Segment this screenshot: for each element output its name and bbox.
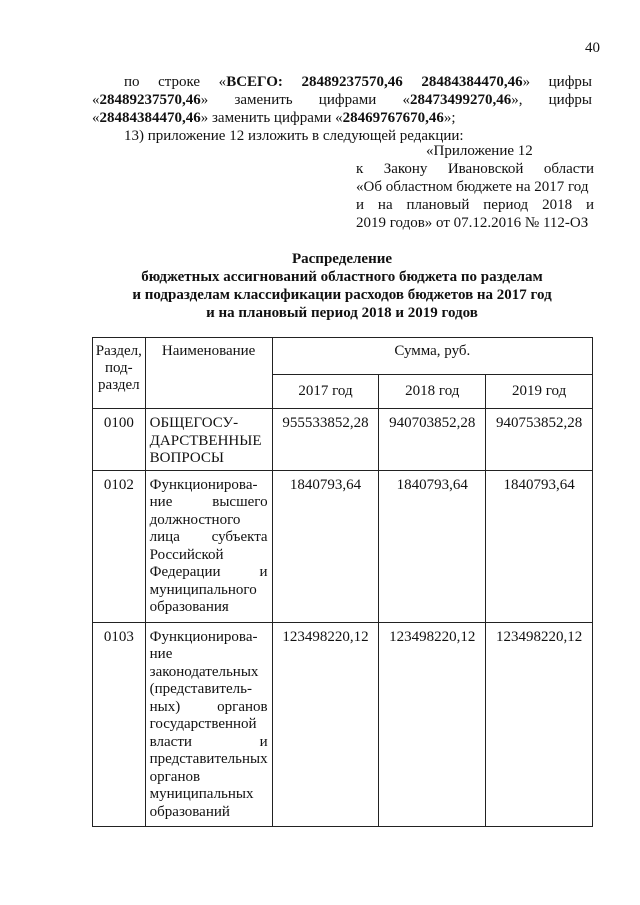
- row-code: 0102: [93, 470, 146, 622]
- row-name: ОБЩЕГОСУ- ДАРСТВЕННЫЕ ВОПРОСЫ: [145, 409, 272, 471]
- page-number: 40: [585, 40, 600, 56]
- total-value-2019: 28484384470,46: [421, 74, 523, 90]
- document-title: [92, 250, 592, 322]
- header-year-2018: 2018 год: [379, 374, 486, 408]
- row-code: 0103: [93, 622, 146, 826]
- row-value-2018: 123498220,12: [379, 622, 486, 826]
- row-name: Функционирова- ние законодательных (представитель- ных) органов государственной власти и представительных органов муниципальных образований: [145, 622, 272, 826]
- row-value-2019: 940753852,28: [486, 409, 593, 471]
- budget-table: [92, 337, 593, 827]
- text: » цифры: [522, 74, 593, 90]
- total-label: ВСЕГО:: [226, 74, 283, 90]
- item-13: 13) приложение 12 изложить в следующей редакции:: [124, 128, 464, 144]
- row-name: Функционирова- ние высшего должностного лица субъекта Российской Федерации и муниципального образования: [145, 470, 272, 622]
- appendix-line: 2019 годов» от 07.12.2016 № 112-ОЗ: [356, 215, 589, 231]
- text: по строке «: [124, 74, 227, 90]
- row-value-2019: 1840793,64: [486, 470, 593, 622]
- appendix-line: «Об областном бюджете на 2017 год: [356, 179, 589, 195]
- title-line: и подразделам классификации расходов бюджетов на 2017 год: [132, 287, 552, 303]
- header-code: Раздел, под- раздел: [93, 338, 146, 409]
- old-value-2: 28484384470,46: [99, 110, 201, 126]
- new-value-1: 28473499270,46: [409, 92, 512, 108]
- header-name: Наименование: [145, 338, 272, 409]
- appendix-line: и на плановый период 2018 и: [356, 197, 594, 213]
- row-value-2018: 940703852,28: [379, 409, 486, 471]
- row-value-2019: 123498220,12: [486, 622, 593, 826]
- table-row: [93, 409, 593, 471]
- amendment-line-1: [92, 73, 592, 91]
- title-line: бюджетных ассигнований областного бюджета по разделам: [141, 269, 543, 285]
- old-value-1: 28489237570,46: [99, 92, 201, 108]
- row-value-2017: 955533852,28: [272, 409, 379, 471]
- text: «: [92, 92, 100, 108]
- appendix-title: «Приложение 12: [426, 143, 533, 159]
- text: «: [92, 110, 100, 126]
- header-year-2017: 2017 год: [272, 374, 379, 408]
- table-row: [93, 622, 593, 826]
- table-header-row: [93, 338, 593, 375]
- appendix-line: к Закону Ивановской области: [356, 161, 594, 177]
- title-line: Распределение: [291, 251, 393, 267]
- header-sum: Сумма, руб.: [272, 338, 592, 375]
- text: » заменить цифрами «: [200, 92, 410, 108]
- row-code: 0100: [93, 409, 146, 471]
- total-value-2018: 28489237570,46: [301, 74, 403, 90]
- text: », цифры: [511, 92, 592, 108]
- title-line: и на плановый период 2018 и 2019 годов: [206, 305, 478, 321]
- amendment-line-3: [92, 109, 592, 127]
- header-year-2019: 2019 год: [486, 374, 593, 408]
- text: » заменить цифрами «: [200, 110, 343, 126]
- row-value-2017: 1840793,64: [272, 470, 379, 622]
- table-row: [93, 470, 593, 622]
- text: »;: [443, 110, 456, 126]
- amendment-line-2: [92, 91, 592, 109]
- new-value-2: 28469767670,46: [342, 110, 444, 126]
- appendix-reference: [356, 142, 594, 232]
- row-value-2018: 1840793,64: [379, 470, 486, 622]
- row-value-2017: 123498220,12: [272, 622, 379, 826]
